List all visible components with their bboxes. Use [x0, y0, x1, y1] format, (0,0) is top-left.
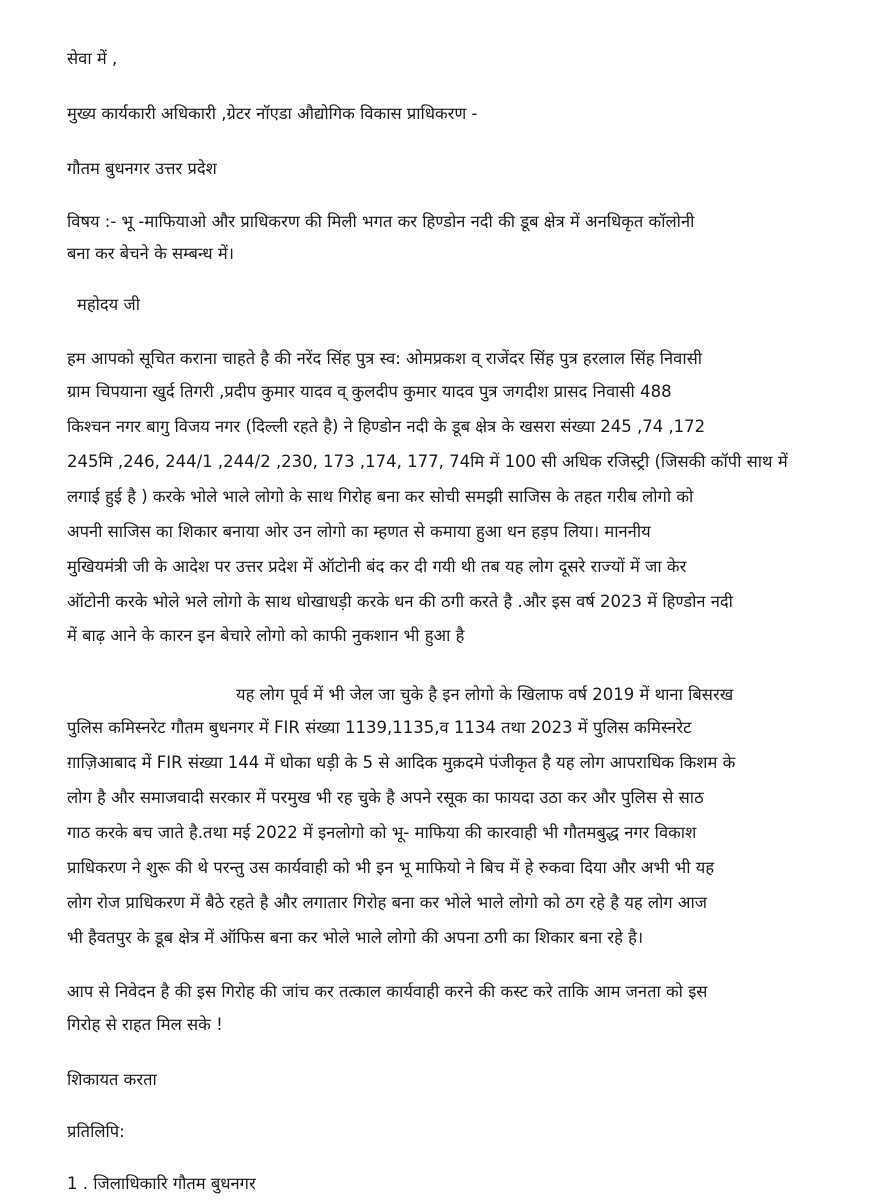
- location-line: गौतम बुधनगर उत्तर प्रदेश: [67, 159, 217, 178]
- salutation: महोदय जी: [77, 295, 140, 314]
- paragraph2-line: पुलिस कमिस्नरेट गौतम बुधनगर में FIR संख्या 1139,1135,व 1134 तथा 2023 में पुलिस कमिस्नरेट: [67, 718, 692, 737]
- subject-line: बना कर बेचने के सम्बन्ध में।: [67, 244, 235, 263]
- paragraph1-line: ग्राम चिपयाना खुर्द तिगरी ,प्रदीप कुमार यादव व् कुलदीप कुमार यादव पुत्र जगदीश प्रासद निवासी 488: [67, 382, 672, 401]
- paragraph2-line: ग़ाज़िआबाद में FIR संख्या 144 में धोका धड़ी के 5 से आदिक मुक़दमे पंजीकृत है यह लोग आपराधिक किशम के: [67, 753, 736, 772]
- paragraph2-line: प्राधिकरण ने शुरू की थे परन्तु उस कार्यवाही को भी इन भू माफियो ने बिच में हे रुकवा दिया और अभी भी यह: [67, 858, 715, 877]
- subject-line: विषय :- भू -माफियाओ और प्राधिकरण की मिली भगत कर हिण्डोन नदी की डूब क्षेत्र में अनधिकृत कॉलोनी: [67, 212, 695, 231]
- request-line: आप से निवेदन है की इस गिरोह की जांच कर तत्काल कार्यवाही करने की कस्ट करे ताकि आम जनता को इस: [67, 982, 708, 1001]
- paragraph1-line: 245मि ,246, 244/1 ,244/2 ,230, 173 ,174, 177, 74मि में 100 सी अधिक रजिस्ट्री (जिसकी कॉपी साथ में: [67, 452, 788, 471]
- paragraph1-line: किश्चन नगर बागु विजय नगर (दिल्ली रहते है) ने हिण्डोन नदी के डूब क्षेत्र के खसरा संख्या 245 ,74 ,172: [67, 417, 706, 436]
- paragraph1-line: में बाढ़ आने के कारन इन बेचारे लोगो को काफी नुकशान भी हुआ है: [67, 626, 465, 645]
- copy-item: 1 . जिलाधिकारि गौतम बुधनगर: [67, 1174, 256, 1193]
- paragraph2-line: यह लोग पूर्व में भी जेल जा चुके है इन लोगो के खिलाफ वर्ष 2019 में थाना बिसरख: [236, 685, 734, 704]
- copy-label: प्रतिलिपि:: [67, 1122, 125, 1141]
- paragraph1-line: ऑटोनी करके भोले भले लोगो के साथ धोखाधड़ी करके धन की ठगी करते है .और इस वर्ष 2023 में हिण्डोन नदी: [67, 592, 733, 611]
- paragraph2-line: लोग रोज प्राधिकरण में बैठे रहते है और लगातार गिरोह बना कर भोले भाले लोगो को ठग रहे है यह लोग आज: [67, 893, 707, 912]
- address-to: सेवा में ,: [67, 49, 118, 68]
- complainant-label: शिकायत करता: [67, 1070, 157, 1089]
- paragraph2-line: लोग है और समाजवादी सरकार में परमुख भी रह चुके है अपने रसूक का फायदा उठा कर और पुलिस से साठ: [67, 788, 704, 807]
- paragraph2-line: गाठ करके बच जाते है.तथा मई 2022 में इनलोगो को भू- माफिया की कारवाही भी गौतमबुद्ध नगर विकाश: [67, 823, 697, 842]
- recipient-line: मुख्य कार्यकारी अधिकारी ,ग्रेटर नॉएडा औद्योगिक विकास प्राधिकरण -: [67, 104, 478, 123]
- paragraph1-line: मुखियमंत्री जी के आदेश पर उत्तर प्रदेश में ऑटोनी बंद कर दी गयी थी तब यह लोग दूसरे राज्यों में जा केर: [67, 557, 687, 576]
- paragraph2-line: भी हैवतपुर के डूब क्षेत्र में ऑफिस बना कर भोले भाले लोगो की अपना ठगी का शिकार बना रहे है।: [67, 928, 644, 947]
- paragraph1-line: हम आपको सूचित कराना चाहते है की नरेंद सिंह पुत्र स्व: ओमप्रकश व् राजेंदर सिंह पुत्र हरलाल सिंह निवासी: [67, 349, 703, 368]
- request-line: गिरोह से राहत मिल सके !: [67, 1015, 223, 1034]
- paragraph1-line: लगाई हुई है ) करके भोले भाले लोगो के साथ गिरोह बना कर सोची समझी साजिस के तहत गरीब लोगो को: [67, 487, 694, 506]
- paragraph1-line: अपनी साजिस का शिकार बनाया ओर उन लोगो का म्हणत से कमाया हुआ धन हड़प लिया। माननीय: [67, 522, 651, 541]
